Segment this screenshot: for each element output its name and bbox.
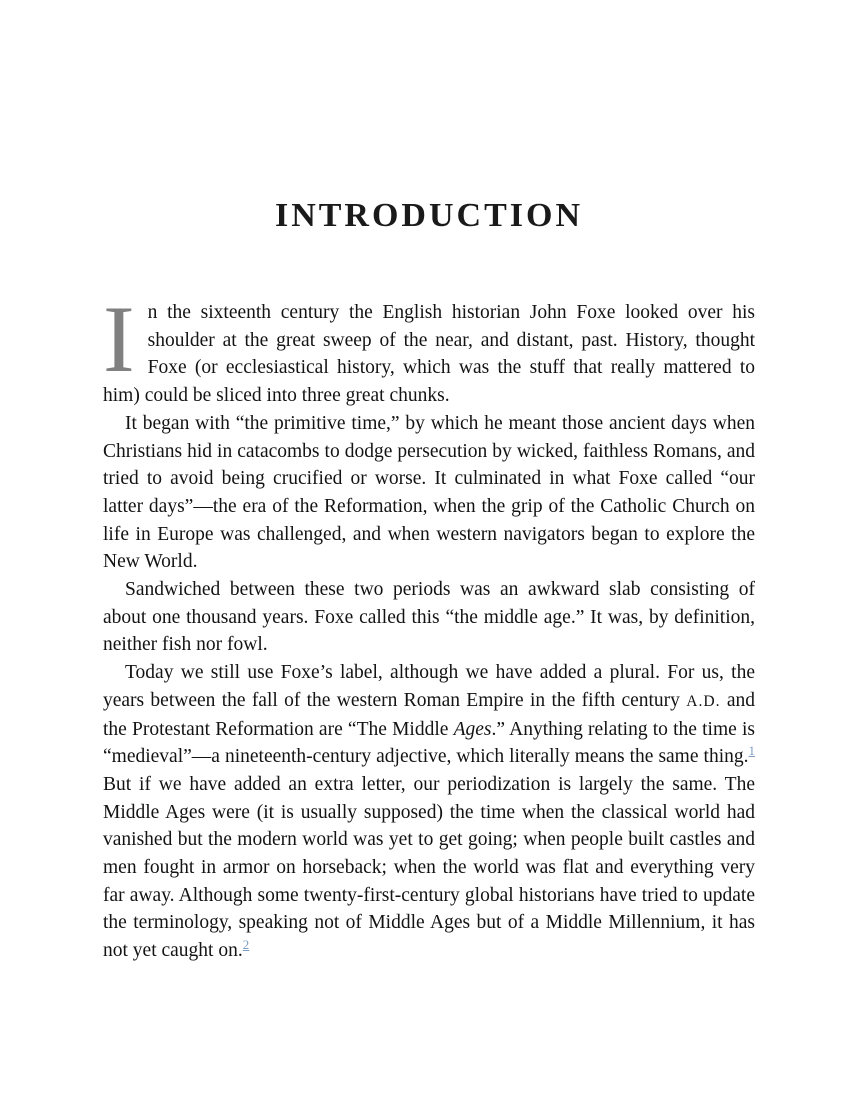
paragraph	[103, 286, 755, 410]
paragraph-text: But if we have added an extra letter, our periodization is largely the same. The Middle Ages were (it is usually supposed) the time when the classical world had vanished but the modern world was yet to get going; when people built castles and men fought in armor on horseback; when the world was flat and everything very far away. Although some twenty-first-century global historians have tried to update the terminology, speaking not of Middle Ages but of a Middle Millennium, it has not yet caught on.	[103, 773, 755, 962]
paragraph	[103, 576, 755, 659]
paragraph	[103, 410, 755, 576]
footnote-link-1[interactable]: 1	[748, 743, 755, 759]
paragraph-text: Sandwiched between these two periods was an awkward slab consisting of about one thousand years. Foxe called this “the middle age.” It was, by definition, neither fish nor fowl.	[103, 579, 755, 656]
footnote-link-2[interactable]: 2	[242, 937, 250, 953]
paragraph-text: and the Protestant Reformation are “The Middle	[103, 689, 755, 740]
paragraph-text: Today we still use Foxe’s label, although we have added a plural. For us, the years between the fall of the western Roman Empire in the fifth century	[103, 662, 755, 711]
paragraph-text: .” Anything relating to the time is “medieval”—a nineteenth-century adjective, which literally means the same thing.	[103, 718, 755, 768]
page-title: INTRODUCTION	[274, 197, 584, 234]
drop-cap: I	[103, 286, 135, 392]
paragraph-text: It began with “the primitive time,” by which he meant those ancient days when Christians hid in catacombs to dodge persecution by wicked, faithless Romans, and tried to avoid being crucified or worse. It culminated in what Foxe called “our latter days”—the era of the Reformation, when the grip of the Catholic Church on life in Europe was challenged, and when western navigators began to explore the New World.	[103, 412, 755, 573]
paragraph-text: n the sixteenth century the English historian John Foxe looked over his shoulder at the great sweep of the near, and distant, past. History, thought Foxe (or ecclesiastical history, which was the stuff that really mattered to him) could be sliced into three great chunks.	[103, 302, 755, 407]
paragraph	[103, 659, 755, 965]
text-block	[103, 286, 755, 965]
italic-ages: Ages	[453, 718, 492, 740]
small-caps-ad: A.D.	[686, 692, 721, 710]
